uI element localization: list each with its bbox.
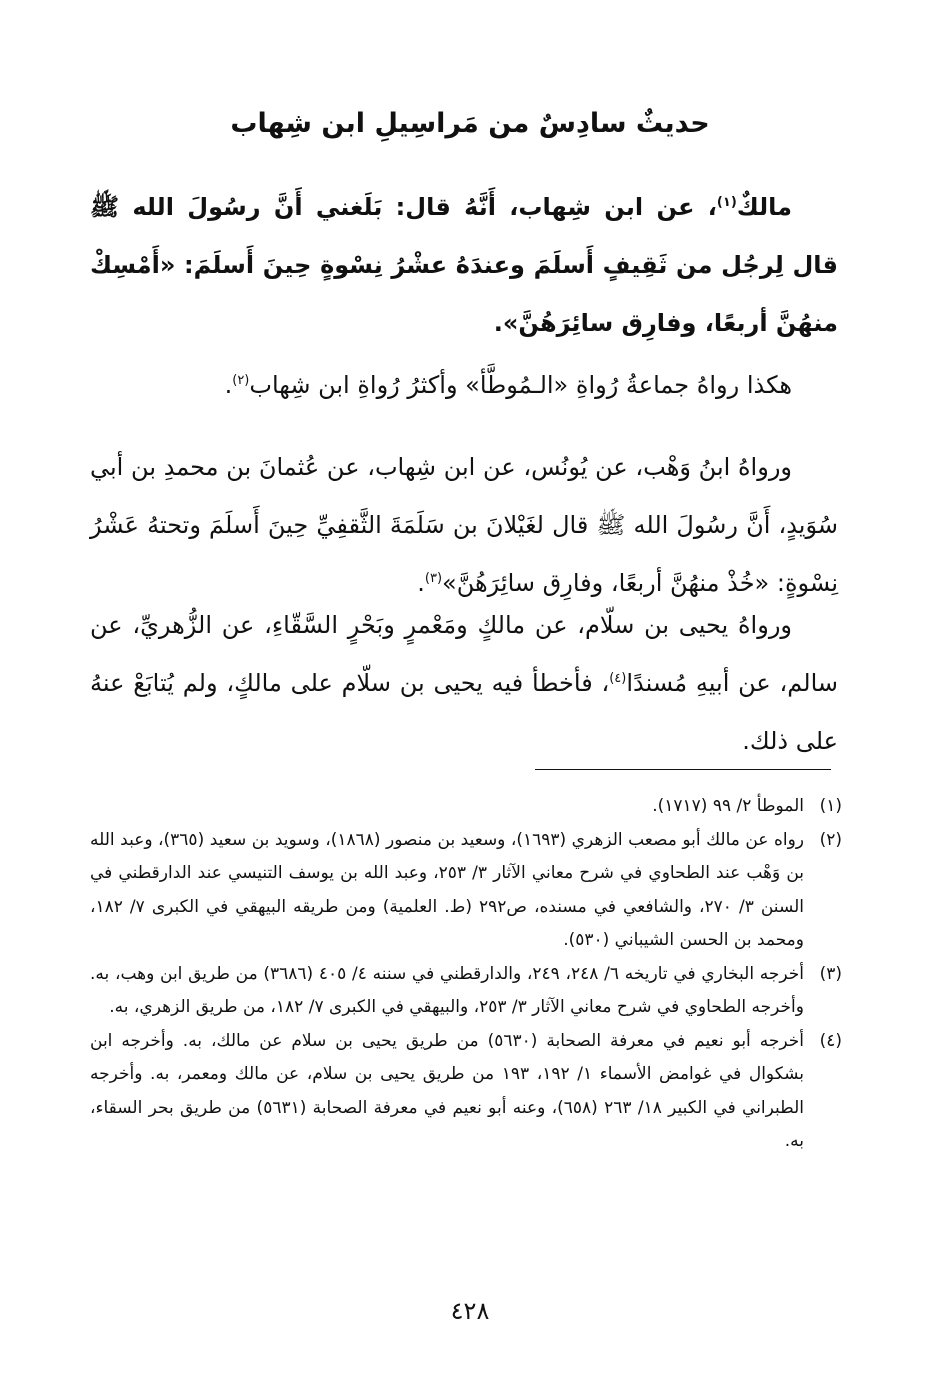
commentary-paragraph xyxy=(90,596,838,770)
commentary-text-end: . xyxy=(224,371,233,399)
hadith-text-start: مالكٌ xyxy=(736,193,792,221)
footnote-number: (٤) xyxy=(819,1030,842,1051)
footnote-text: أخرجه أبو نعيم في معرفة الصحابة (٥٦٣٠) من طريق يحيى بن سلام عن مالك، به. وأخرجه ابن بشكوال في غوامض الأسماء ١/ ١٩٢، ١٩٣ من طريق يحيى بن سلام، عن مالك ومعمر، به. وأخرجه الطبراني في الكبير ١٨/ ٢٦٣ (٦٥٨)، وعنه أبو نعيم في معرفة الصحابة (٥٦٣١) من طريق بحر السقاء، به. xyxy=(90,1030,805,1151)
commentary-text: هكذا رواهُ جماعةُ رُواةِ «الـمُوطَّأ» وأكثرُ رُواةِ ابن شِهاب xyxy=(249,371,792,399)
hadith-text-rest: ، عن ابن شِهاب، أَنَّهُ قال: بَلَغني أَنَّ رسُولَ الله ﷺ قال لِرجُل من ثَقِيفٍ أَسلَمَ وعندَهُ عشْرُ نِسْوةٍ حِينَ أَسلَمَ: «أَمْسِكْ منهُنَّ أربعًا، وفارِق سائِرَهُنَّ». xyxy=(90,193,838,337)
commentary-text: ورواهُ ابنُ وَهْب، عن يُونُس، عن ابن شِهاب، عن عُثمانَ بن محمدِ بن أبي سُوَيدٍ، أَنَّ رسُولَ الله ﷺ قال لغَيْلانَ بن سَلَمَةَ الثَّقفِيِّ حِينَ أَسلَمَ وتحتهُ عَشْرُ نِسْوةٍ: «خُذْ منهُنَّ أربعًا، وفارِق سائِرَهُنَّ» xyxy=(90,453,838,597)
footnote-number: (٣) xyxy=(819,963,842,984)
footnote-divider xyxy=(535,769,831,770)
commentary-text-end: ، فأخطأ فيه يحيى بن سلّام على مالكٍ، ولم يُتابَعْ عنهُ على ذلك. xyxy=(90,669,838,755)
footnote xyxy=(90,790,842,824)
footnotes-section xyxy=(90,790,842,1159)
footnote xyxy=(90,958,842,1025)
page-title: حديثٌ سادِسٌ من مَراسِيلِ ابن شِهاب xyxy=(230,108,710,139)
footnote-number: (١) xyxy=(819,796,842,816)
footnote xyxy=(90,824,842,958)
commentary-text: ورواهُ يحيى بن سلّام، عن مالكٍ ومَعْمرٍ وبَحْرٍ السَّقّاءِ، عن الزُّهريِّ، عن سالم، عن أبيهِ مُسندًا xyxy=(90,611,838,697)
footnote-ref-4: (٤) xyxy=(609,671,627,686)
footnote-text: رواه عن مالك أبو مصعب الزهري (١٦٩٣)، وسعيد بن منصور (١٨٦٨)، وسويد بن سعيد (٣٦٥)، وعبد الله بن وَهْب عند الطحاوي في شرح معاني الآثار ٣/ ٢٥٣، وعبد الله بن يوسف التنيسي عند الدارقطني في السنن ٣/ ٢٧٠، والشافعي في مسنده، ص٢٩٢ (ط. العلمية) ومن طريقه البيهقي في الكبرى ٧/ ١٨٢، ومحمد بن الحسن الشيباني (٥٣٠). xyxy=(90,829,805,950)
page-number: ٤٢٨ xyxy=(450,1297,490,1325)
footnote-ref-1: (١) xyxy=(716,195,737,210)
footnote-text: أخرجه البخاري في تاريخه ٦/ ٢٤٨، ٢٤٩، والدارقطني في سننه ٤/ ٤٠٥ (٣٦٨٦) من طريق ابن وهب، به. وأخرجه الطحاوي في شرح معاني الآثار ٣/ ٢٥٣، والبيهقي في الكبرى ٧/ ١٨٢، من طريق الزهري، به. xyxy=(90,963,804,1017)
commentary-paragraph xyxy=(90,438,838,612)
commentary-text-end: . xyxy=(417,569,425,597)
commentary-paragraph xyxy=(90,356,838,414)
hadith-paragraph xyxy=(90,178,838,352)
footnote-number: (٢) xyxy=(819,829,842,850)
footnote-ref-2: (٢) xyxy=(232,373,250,388)
footnote-ref-3: (٣) xyxy=(424,571,443,586)
footnote-text: الموطأ ٢/ ٩٩ (١٧١٧). xyxy=(652,796,804,816)
footnote xyxy=(90,1025,842,1159)
